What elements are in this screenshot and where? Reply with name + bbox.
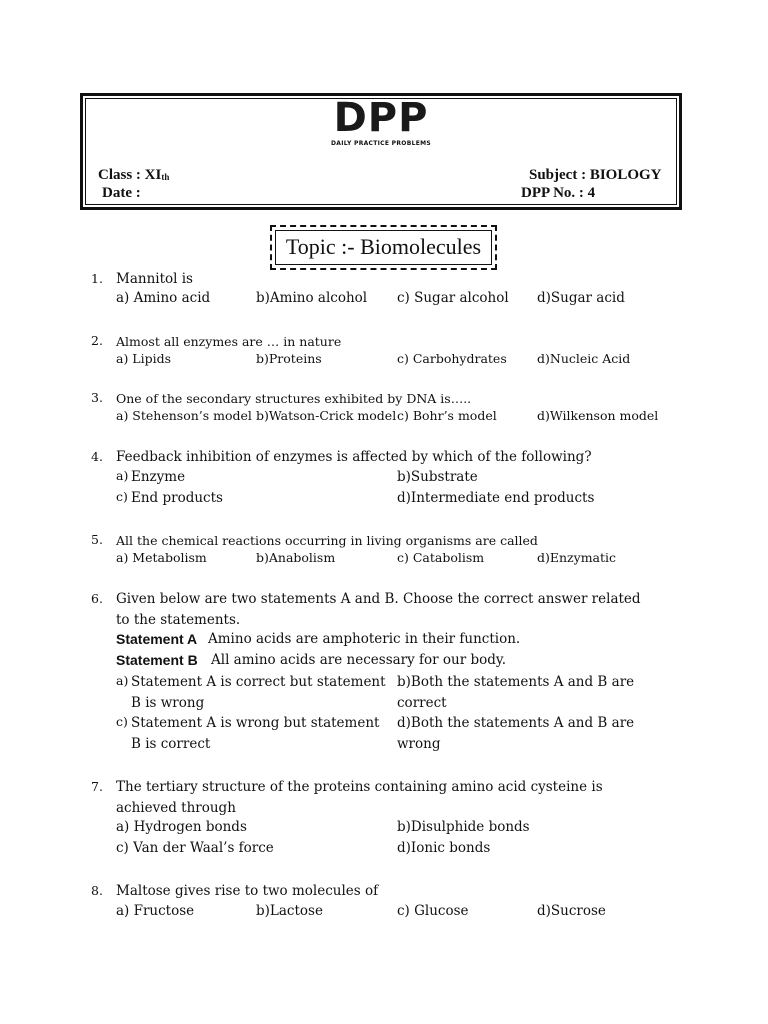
question-text: The tertiary structure of the proteins containing amino acid cysteine is achieved through [116,779,603,816]
option-c: c) Carbohydrates [397,351,507,366]
logo-tagline: DAILY PRACTICE PROBLEMS [331,140,431,147]
class-field [98,166,169,185]
subject-field: Subject : BIOLOGY [529,167,662,183]
option-a: a) Fructose [116,903,195,919]
class-label: Class : XI [98,167,162,183]
option-b: b)Substrate [397,469,478,485]
option-a: Statement A is correct but statement B is wrong [131,674,386,711]
option-a-label: a) [116,468,129,483]
question-text: All the chemical reactions occurring in living organisms are called [116,533,538,548]
option-b: b)Anabolism [256,550,336,565]
dpp-logo: DPP [333,95,429,141]
option-d: d)Intermediate end products [397,490,595,506]
question-text: Mannitol is [116,271,193,287]
question-number: 6. [91,591,103,606]
option-a: a) Lipids [116,351,172,366]
question-number: 7. [91,779,103,794]
option-a: Enzyme [131,469,186,485]
option-a: a) Stehenson’s model [116,408,252,423]
question-text: Given below are two statements A and B. Choose the correct answer related to the statements. [116,591,641,628]
option-b: b)Both the statements A and B are correct [397,674,635,711]
header-box [80,93,682,210]
question-number: 8. [91,883,103,898]
question-text: Almost all enzymes are … in nature [116,334,342,349]
option-c: c) Sugar alcohol [397,290,509,306]
option-b: b)Watson-Crick model [256,408,397,423]
option-b: b)Amino alcohol [256,290,368,306]
option-b: b)Proteins [256,351,322,366]
option-c: c) Glucose [397,903,469,919]
statement-a-text: Amino acids are amphoteric in their function. [208,631,521,647]
question-text: One of the secondary structures exhibited by DNA is….. [116,391,472,406]
option-c: c) Catabolism [397,550,485,565]
question-text: Feedback inhibition of enzymes is affected by which of the following? [116,449,592,465]
option-a-label: a) [116,673,129,688]
option-a: a) Hydrogen bonds [116,819,247,835]
question-number: 1. [91,271,103,286]
class-suffix: th [161,172,170,182]
question-number: 3. [91,390,103,405]
question-number: 2. [91,333,103,348]
date-field: Date : [102,185,141,201]
option-b: b)Lactose [256,903,323,919]
option-c: Statement A is wrong but statement B is correct [131,715,380,752]
question-text: Maltose gives rise to two molecules of [116,883,379,899]
option-c-label: c) [116,714,128,729]
question-number: 5. [91,532,103,547]
option-d: d)Both the statements A and B are wrong [397,715,635,752]
option-c-label: c) [116,489,128,504]
option-d: d)Nucleic Acid [537,351,631,366]
statement-a-label: Statement A [116,631,198,647]
option-c: c) Van der Waal’s force [116,840,274,856]
option-d: d)Wilkenson model [537,408,659,423]
option-d: d)Enzymatic [537,550,617,565]
option-a: a) Metabolism [116,550,207,565]
statement-b-label: Statement B [116,652,198,668]
dpp-number: DPP No. : 4 [521,185,596,201]
option-b: b)Disulphide bonds [397,819,530,835]
option-a: a) Amino acid [116,290,211,306]
option-d: d)Sugar acid [537,290,625,306]
topic-title: Topic :- Biomolecules [275,230,492,265]
option-c: c) Bohr’s model [397,408,497,423]
option-c: End products [131,490,223,506]
topic-box [270,225,497,270]
statement-b-text: All amino acids are necessary for our body. [211,652,507,668]
question-number: 4. [91,449,103,464]
option-d: d)Ionic bonds [397,840,491,856]
option-d: d)Sucrose [537,903,606,919]
